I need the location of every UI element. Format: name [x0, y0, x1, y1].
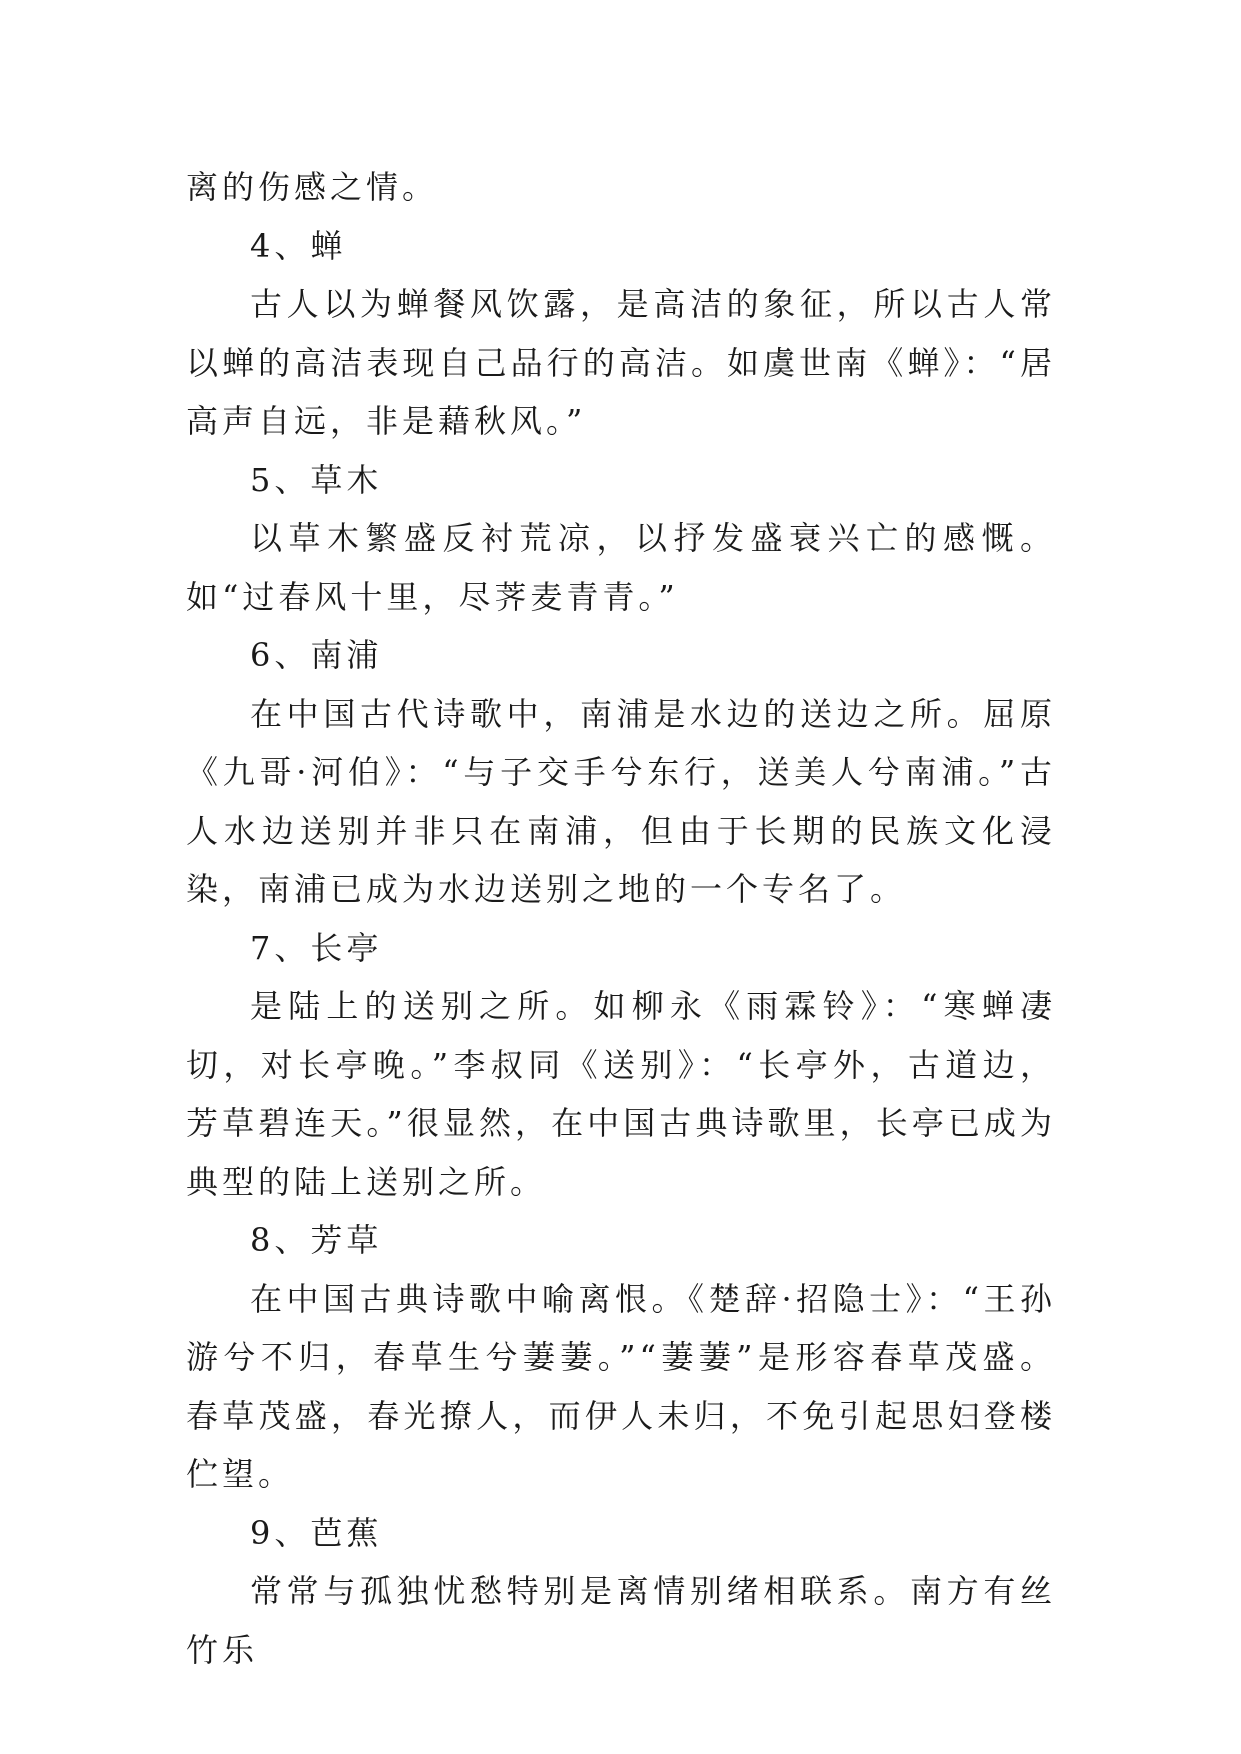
paragraph-vegetation: 以草木繁盛反衬荒凉，以抒发盛衰兴亡的感慨。如“过春风十里，尽荠麦青青。”: [186, 519, 1056, 616]
section-heading-bajiao: 9、芭蕉: [250, 1513, 383, 1552]
paragraph-changting: 是陆上的送别之所。如柳永《雨霖铃》：“寒蝉凄切，对长亭晚。”李叔同《送别》：“长亭外，古道边，芳草碧连天。”很显然，在中国古典诗歌里，长亭已成为典型的陆上送别之所。: [186, 987, 1056, 1201]
section-heading-cicada: 4、蝉: [250, 226, 347, 265]
document-page: [186, 158, 1056, 1679]
paragraph-cicada: 古人以为蝉餐风饮露，是高洁的象征，所以古人常以蝉的高洁表现自己品行的高洁。如虞世南《蝉》：“居高声自远，非是藉秋风。”: [186, 285, 1056, 440]
section-heading-changting: 7、长亭: [250, 928, 383, 967]
section-heading-vegetation: 5、草木: [250, 460, 383, 499]
section-heading-nanpu: 6、南浦: [250, 636, 383, 674]
paragraph-continuation: 离的伤感之情。: [186, 168, 439, 206]
paragraph-fangcao: 在中国古典诗歌中喻离恨。《楚辞·招隐士》：“王孙游兮不归，春草生兮萋萋。”“萋萋”是形容春草茂盛。春草茂盛，春光撩人，而伊人未归，不免引起思妇登楼伫望。: [186, 1279, 1056, 1493]
paragraph-nanpu: 在中国古代诗歌中，南浦是水边的送边之所。屈原《九哥·河伯》：“与子交手兮东行，送美人兮南浦。”古人水边送别并非只在南浦，但由于长期的民族文化浸染，南浦已成为水边送别之地的一个专名了。: [186, 694, 1056, 908]
paragraph-bajiao: 常常与孤独忧愁特别是离情别绪相联系。南方有丝竹乐: [186, 1572, 1056, 1669]
section-heading-fangcao: 8、芳草: [250, 1221, 383, 1259]
